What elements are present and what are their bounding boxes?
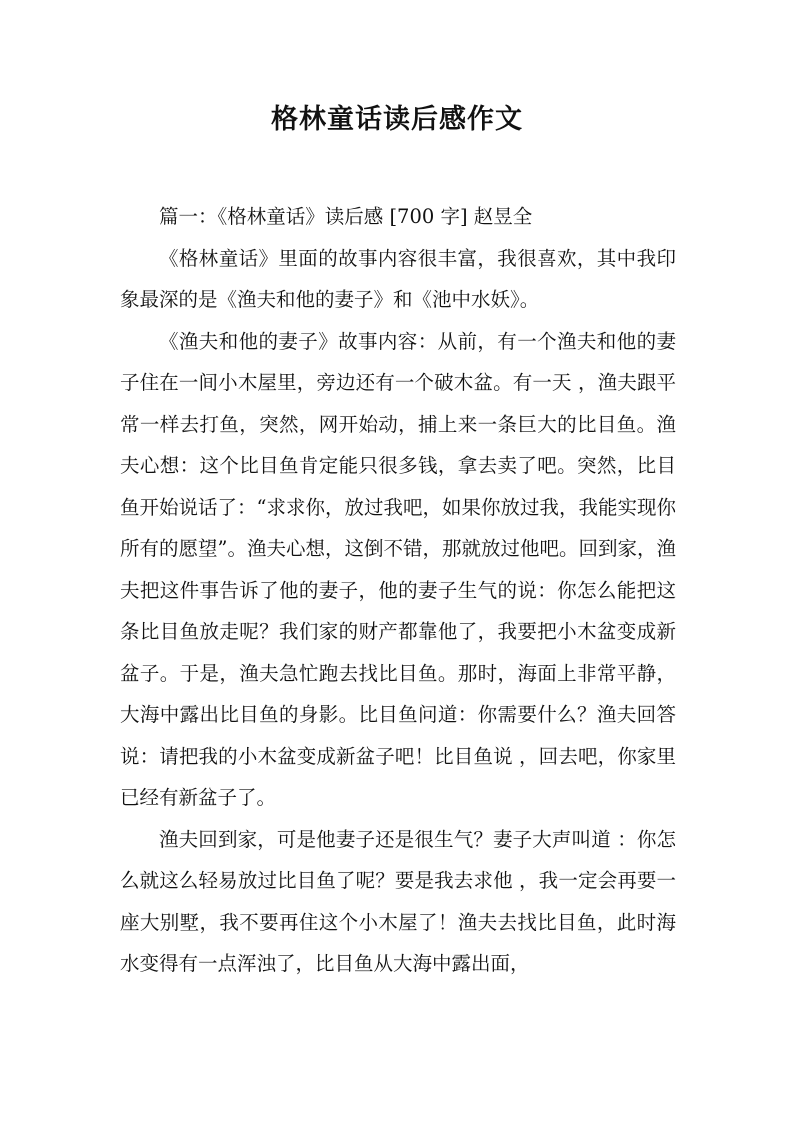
document-body [120,196,676,985]
document-title: 格林童话读后感作文 [271,104,523,135]
paragraph: 《渔夫和他的妻子》故事内容：从前，有一个渔夫和他的妻子住在一间小木屋里，旁边还有一个破木盆。有一天 ，渔夫跟平常一样去打鱼，突然，网开始动，捕上来一条巨大的比目鱼。渔夫心想：这个比目鱼肯定能只很多钱，拿去卖了吧。突然，比目鱼开始说话了：“求求你，放过我吧，如果你放过我，我能实现你所有的愿望”。渔夫心想，这倒不错，那就放过他吧。回到家，渔夫把这件事告诉了他的妻子，他的妻子生气的说：你怎么能把这条比目鱼放走呢？我们家的财产都靠他了，我要把小木盆变成新盆子。于是，渔夫急忙跑去找比目鱼。那时，海面上非常平静，大海中露出比目鱼的身影。比目鱼问道：你需要什么？渔夫回答说：请把我的小木盆变成新盆子吧！比目鱼说 ，回去吧，你家里已经有新盆子了。 [120,329,676,809]
paragraph: 《格林童话》里面的故事内容很丰富，我很喜欢，其中我印象最深的是《渔夫和他的妻子》和《池中水妖》。 [120,246,676,311]
section-heading: 篇一：《格林童话》读后感 [700 字] 赵昱全 [159,205,533,228]
paragraph: 渔夫回到家，可是他妻子还是很生气？妻子大声叫道 ：你怎么就这么轻易放过比目鱼了呢？要是我去求他 ，我一定会再要一座大别墅，我不要再住这个小木屋了！渔夫去找比目鱼，此时海水变得有一点浑浊了，比目鱼从大海中露出面， [120,827,676,975]
